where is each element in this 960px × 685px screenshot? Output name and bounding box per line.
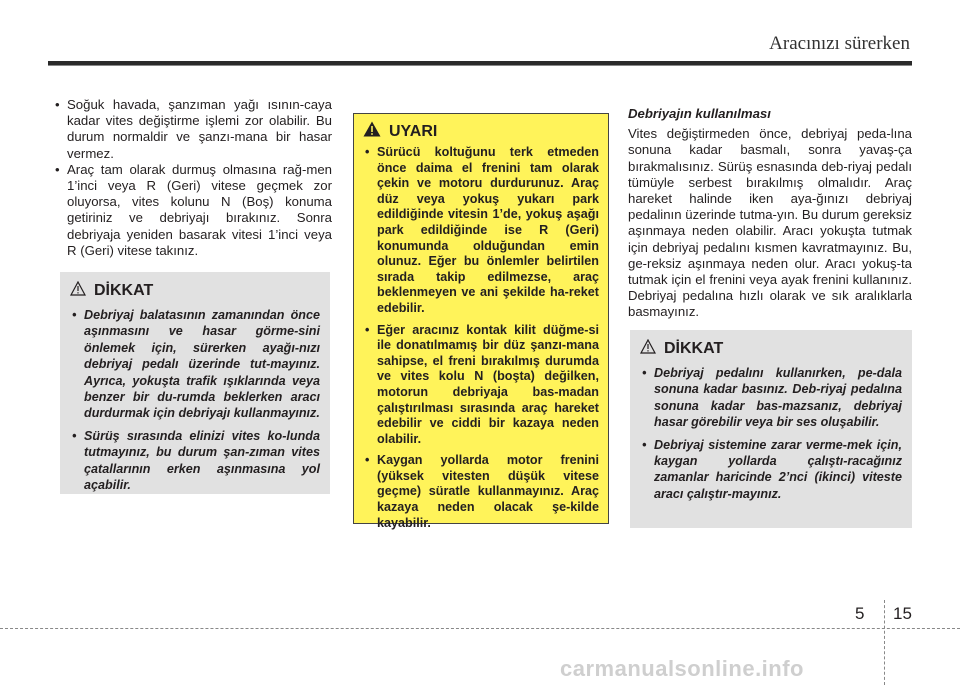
caution-title: DİKKAT bbox=[664, 340, 724, 357]
caution-heading bbox=[70, 281, 320, 301]
caution-heading bbox=[640, 339, 902, 359]
caution-item: • Sürüş sırasında elinizi vites ko-lunda tutmayınız, bu durum şan-zıman vites çatallarının erken aşınmasına yol açabilir. bbox=[70, 428, 320, 494]
header-rule-thin bbox=[48, 65, 912, 66]
caution-list bbox=[70, 307, 320, 493]
caution-item: • Debriyaj balatasının zamanından önce aşınmasını ve hasar görme-sini önlemek için, sürerken ayağı-nızı debriyaj pedalı üzerinde tut-mayınız. Ayrıca, yokuşta trafik ışıklarında veya benzer bir du-rumda beklerken aracı durdurmak için debriyajı kullanmayınız. bbox=[70, 307, 320, 422]
caution-triangle-icon bbox=[640, 339, 656, 359]
warning-item: • Kaygan yollarda motor frenini (yüksek vitesten düşük vitese geçme) süratle kullanmayınız. Araç kazaya neden olacak şe-kilde kayabilir. bbox=[363, 453, 599, 531]
warning-item: • Sürücü koltuğunu terk etmeden önce daima el frenini tam olarak çekin ve motoru durdurunuz. Araç düz veya yokuş yukarı park edildiğinde vitesin 1’de, yokuş aşağı park edildiğinde ise R (Geri) konumunda olduğundan emin olunuz. Eğer bu önlemler belirtilen sırada takip edilmezse, araç beklenmeyen ve ani şekilde ha-reket edebilir. bbox=[363, 145, 599, 317]
warning-heading bbox=[363, 121, 599, 142]
warning-title: UYARI bbox=[389, 122, 438, 140]
footer-divider bbox=[0, 628, 960, 629]
section-subheading: Debriyajın kullanılması bbox=[628, 106, 771, 121]
page-header-title: Aracınızı sürerken bbox=[769, 33, 910, 54]
warning-list bbox=[363, 145, 599, 531]
left-column bbox=[50, 97, 332, 259]
section-paragraph: Vites değiştirmeden önce, debriyaj peda-lına sonuna kadar basmalı, sonra yavaş-ça bırakmalısınız. Sürüş esnasında deb-riyaj pedalı tümüyle serbest bırakılmış olmalıdır. Araç hareket halinde iken aya-ğınızı debriyaj pedalinın üzerinde tutma-yın. Bu durum gereksiz aşınmaya neden olabilir. Aracı yokuşta tutmak için debriyaj pedalını kısmen kavratmayınız. Bu, ge-reksiz aşınmaya neden olur. Aracı yokuş-ta tutmak için el frenini veya ayak frenini kullanınız. Debriyaj pedalına hızlı olarak ve sık aralıklarla basmayınız. bbox=[628, 126, 912, 320]
caution-list bbox=[640, 365, 902, 502]
warning-box bbox=[353, 113, 609, 530]
warning-item: • Eğer aracınız kontak kilit düğme-si ile donatılmamış bir düz şanzı-mana sahipse, el freni bırakılmış durumda ve vites kolu N (boşta) değilken, motorun debriyaja bas-madan çalıştırılması sırasında araç hareket edebilir ve ciddi bir kazaya neden olabilir. bbox=[363, 323, 599, 448]
caution-box-right bbox=[630, 330, 912, 528]
page-number: 15 bbox=[893, 604, 912, 623]
caution-title: DİKKAT bbox=[94, 282, 154, 299]
warning-triangle-icon bbox=[363, 121, 381, 142]
left-bullet-item: • Soğuk havada, şanzıman yağı ısının-caya kadar vites değiştirme işlemi zor olabilir. Bu durum normaldir ve şanzı-mana bir hasar vermez. bbox=[50, 97, 332, 162]
left-bullet-item: • Araç tam olarak durmuş olmasına rağ-men 1’inci veya R (Geri) vitese geçmek zor oluyorsa, vites kolunu N (Boş) konuma getiriniz ve debriyajı bırakınız. Sonra debriyaja yeniden basarak vitesi 1’inci veya R (Geri) vitese takınız. bbox=[50, 162, 332, 259]
footer-vertical-divider bbox=[884, 600, 885, 685]
caution-triangle-icon bbox=[70, 281, 86, 301]
caution-item: • Debriyaj pedalını kullanırken, pe-dala sonuna kadar basınız. Deb-riyaj pedalına sonuna kadar bas-mazsanız, debriyaj hasar görebilir veya bir ses oluşabilir. bbox=[640, 365, 902, 431]
caution-box-left bbox=[60, 272, 330, 494]
watermark: carmanualsonline.info bbox=[560, 656, 804, 681]
section-number: 5 bbox=[855, 604, 865, 623]
left-bullet-list bbox=[50, 97, 332, 259]
right-column bbox=[628, 106, 912, 321]
caution-item: • Debriyaj sistemine zarar verme-mek için, kaygan yollarda çalıştı-racağınız zamanlar haricinde 2’nci (ikinci) viteste aracı çalıştır-mayınız. bbox=[640, 437, 902, 503]
